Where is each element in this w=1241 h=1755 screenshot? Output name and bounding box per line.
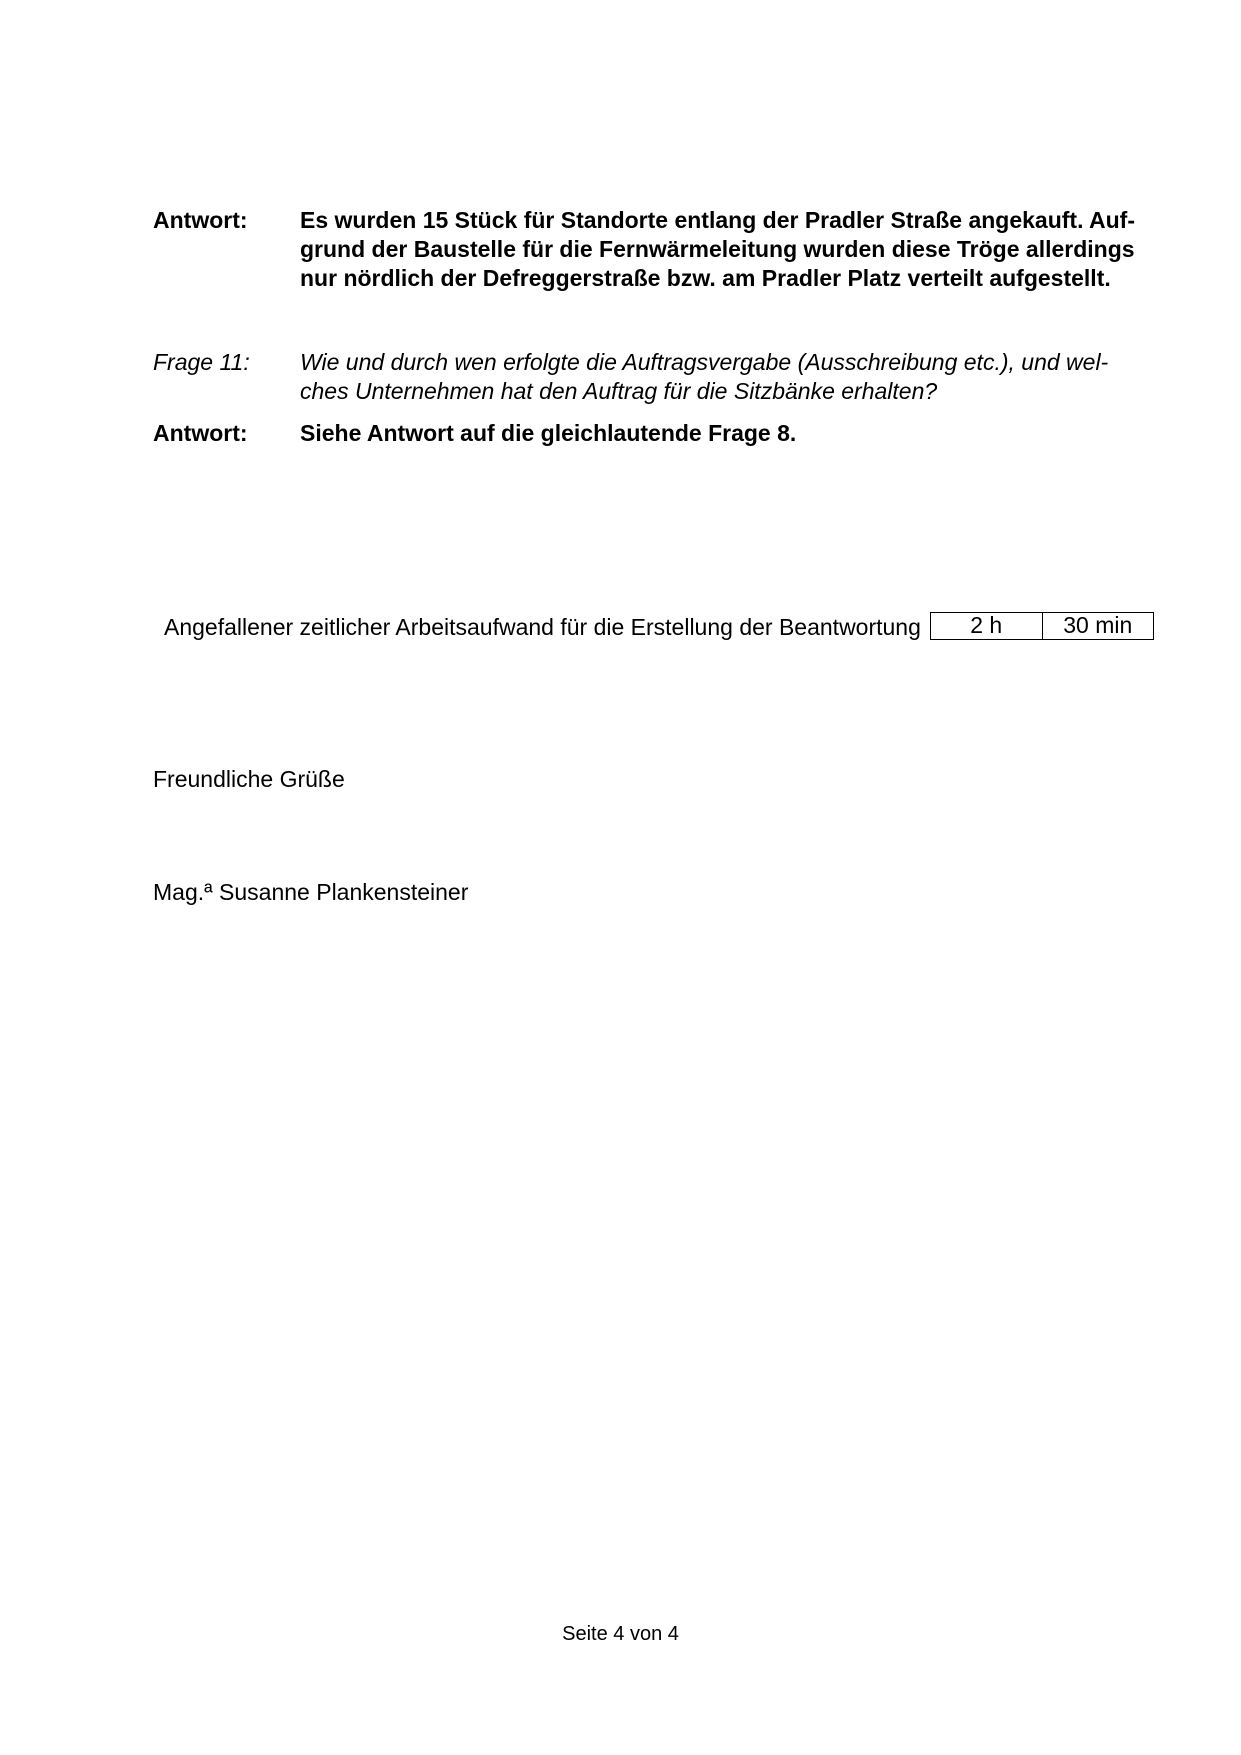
answer-line: grund der Baustelle für die Fernwärmeleitung wurden diese Tröge allerdings (300, 236, 1135, 262)
answer-line: Es wurden 15 Stück für Standorte entlang der Pradler Straße angekauft. Auf- (300, 207, 1135, 233)
answer-text (300, 419, 1241, 448)
answer-line: nur nördlich der Defreggerstraße bzw. am Pradler Platz verteilt aufgestellt. (300, 265, 1111, 291)
answer-text (300, 206, 1241, 293)
question-label: Frage 11: (153, 349, 250, 375)
answer-label: Antwort: (153, 420, 248, 446)
signature-name: Mag.ª Susanne Plankensteiner (153, 879, 469, 905)
answer-label: Antwort: (153, 207, 248, 233)
question-text (300, 348, 1241, 406)
effort-minutes: 30 min (1042, 613, 1154, 639)
effort-label: Angefallener zeitlicher Arbeitsaufwand für die Erstellung der Beantwortung (164, 614, 921, 640)
page-number-footer: Seite 4 von 4 (562, 1623, 679, 1645)
closing-greeting: Freundliche Grüße (153, 766, 345, 792)
question-line: Wie und durch wen erfolgte die Auftragsvergabe (Ausschreibung etc.), und wel- (300, 349, 1109, 375)
answer-line: Siehe Antwort auf die gleichlautende Frage 8. (300, 420, 797, 446)
effort-table (930, 612, 1154, 640)
question-line: ches Unternehmen hat den Auftrag für die Sitzbänke erhalten? (300, 378, 938, 404)
effort-hours: 2 h (970, 612, 1003, 638)
